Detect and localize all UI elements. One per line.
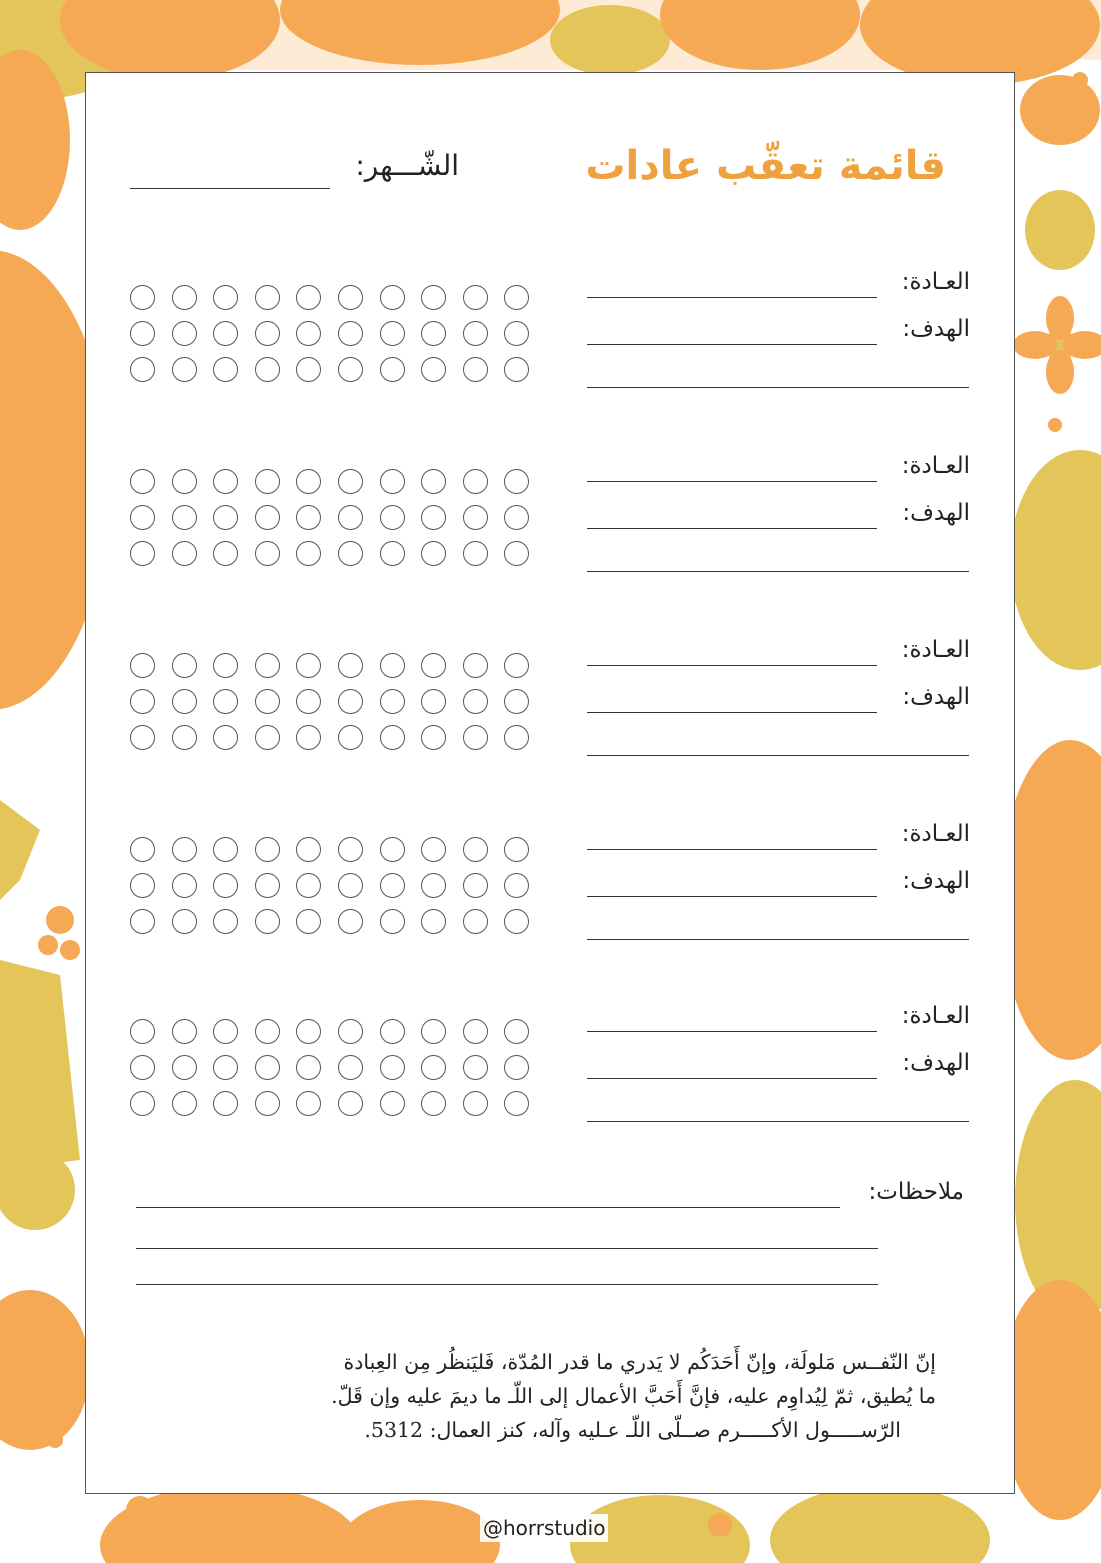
day-circle[interactable] (255, 653, 280, 678)
day-circle[interactable] (255, 1055, 280, 1080)
day-circle[interactable] (172, 469, 197, 494)
day-circle[interactable] (338, 1091, 363, 1116)
day-circle[interactable] (172, 725, 197, 750)
day-circle[interactable] (130, 321, 155, 346)
day-circle[interactable] (421, 469, 446, 494)
habit-label: العـادة: (901, 821, 970, 847)
day-circle[interactable] (338, 469, 363, 494)
tracking-circles (130, 463, 570, 571)
tracker-sheet (85, 72, 1015, 1494)
day-circle[interactable] (255, 689, 280, 714)
day-circle[interactable] (213, 837, 238, 862)
day-circle[interactable] (255, 469, 280, 494)
day-circle[interactable] (463, 285, 488, 310)
day-circle[interactable] (380, 873, 405, 898)
day-circle[interactable] (255, 321, 280, 346)
circle-row (130, 351, 570, 387)
habit-label: العـادة: (901, 637, 970, 663)
day-circle[interactable] (463, 837, 488, 862)
day-circle[interactable] (296, 653, 321, 678)
day-circle[interactable] (463, 321, 488, 346)
goal-label: الهدف: (902, 316, 970, 342)
circle-row (130, 463, 570, 499)
goal-field-line (587, 896, 877, 897)
day-circle[interactable] (380, 837, 405, 862)
day-circle[interactable] (463, 505, 488, 530)
notes-line (136, 1284, 878, 1285)
day-circle[interactable] (380, 285, 405, 310)
day-circle[interactable] (380, 725, 405, 750)
circle-row (130, 279, 570, 315)
day-circle[interactable] (130, 285, 155, 310)
day-circle[interactable] (421, 1091, 446, 1116)
day-circle[interactable] (338, 725, 363, 750)
circle-row (130, 867, 570, 903)
day-circle[interactable] (463, 357, 488, 382)
day-circle[interactable] (421, 541, 446, 566)
day-circle[interactable] (255, 909, 280, 934)
day-circle[interactable] (172, 541, 197, 566)
day-circle[interactable] (130, 1091, 155, 1116)
extra-field-line (587, 939, 969, 940)
day-circle[interactable] (172, 653, 197, 678)
day-circle[interactable] (338, 873, 363, 898)
day-circle[interactable] (421, 285, 446, 310)
day-circle[interactable] (504, 541, 529, 566)
habit-label: العـادة: (901, 453, 970, 479)
quote-line: الرّســـــول الأكـــــرم صــلّى اللّـ عـليه وآله، كنز العمال: 5312. (364, 1418, 901, 1442)
day-circle[interactable] (504, 725, 529, 750)
day-circle[interactable] (172, 1055, 197, 1080)
extra-field-line (587, 571, 969, 572)
habit-field-line (587, 665, 877, 666)
day-circle[interactable] (296, 505, 321, 530)
circle-row (130, 903, 570, 939)
goal-field-line (587, 1078, 877, 1079)
habit-label: العـادة: (901, 1003, 970, 1029)
goal-label: الهدف: (902, 1050, 970, 1076)
day-circle[interactable] (213, 285, 238, 310)
day-circle[interactable] (463, 909, 488, 934)
day-circle[interactable] (380, 689, 405, 714)
day-circle[interactable] (504, 837, 529, 862)
habit-field-line (587, 1031, 877, 1032)
day-circle[interactable] (213, 1019, 238, 1044)
day-circle[interactable] (130, 505, 155, 530)
day-circle[interactable] (255, 285, 280, 310)
day-circle[interactable] (338, 357, 363, 382)
day-circle[interactable] (296, 357, 321, 382)
day-circle[interactable] (296, 1091, 321, 1116)
day-circle[interactable] (338, 1055, 363, 1080)
day-circle[interactable] (463, 725, 488, 750)
day-circle[interactable] (172, 689, 197, 714)
day-circle[interactable] (213, 1091, 238, 1116)
circle-row (130, 1013, 570, 1049)
goal-label: الهدف: (902, 684, 970, 710)
day-circle[interactable] (421, 321, 446, 346)
day-circle[interactable] (421, 725, 446, 750)
habit-block (86, 637, 1016, 787)
notes-label: ملاحظات: (868, 1179, 964, 1205)
day-circle[interactable] (255, 1091, 280, 1116)
day-circle[interactable] (463, 689, 488, 714)
habit-block (86, 453, 1016, 603)
day-circle[interactable] (504, 873, 529, 898)
day-circle[interactable] (338, 653, 363, 678)
day-circle[interactable] (130, 541, 155, 566)
circle-row (130, 831, 570, 867)
day-circle[interactable] (130, 469, 155, 494)
day-circle[interactable] (213, 1055, 238, 1080)
day-circle[interactable] (338, 1019, 363, 1044)
hadith-quote (146, 1345, 936, 1447)
quote-line: ما يُطيق، ثمّ لِيُداوِم عليه، فإنَّ أَحَبَّ الأعمال إلى اللّـ ما ديمَ عليه وإن قَلّ. (331, 1384, 936, 1408)
day-circle[interactable] (421, 1019, 446, 1044)
day-circle[interactable] (255, 541, 280, 566)
studio-credit: @horrstudio (480, 1514, 608, 1542)
day-circle[interactable] (213, 541, 238, 566)
day-circle[interactable] (338, 505, 363, 530)
extra-field-line (587, 1121, 969, 1122)
day-circle[interactable] (421, 689, 446, 714)
day-circle[interactable] (338, 689, 363, 714)
day-circle[interactable] (463, 1091, 488, 1116)
day-circle[interactable] (172, 837, 197, 862)
day-circle[interactable] (338, 541, 363, 566)
day-circle[interactable] (504, 1091, 529, 1116)
day-circle[interactable] (421, 357, 446, 382)
circle-row (130, 1049, 570, 1085)
tracking-circles (130, 647, 570, 755)
day-circle[interactable] (296, 469, 321, 494)
day-circle[interactable] (172, 285, 197, 310)
circle-row (130, 535, 570, 571)
day-circle[interactable] (338, 837, 363, 862)
circle-row (130, 315, 570, 351)
day-circle[interactable] (380, 505, 405, 530)
extra-field-line (587, 755, 969, 756)
day-circle[interactable] (255, 357, 280, 382)
day-circle[interactable] (172, 505, 197, 530)
day-circle[interactable] (296, 837, 321, 862)
day-circle[interactable] (213, 469, 238, 494)
day-circle[interactable] (130, 873, 155, 898)
day-circle[interactable] (380, 909, 405, 934)
extra-field-line (587, 387, 969, 388)
day-circle[interactable] (255, 1019, 280, 1044)
day-circle[interactable] (296, 725, 321, 750)
day-circle[interactable] (172, 909, 197, 934)
day-circle[interactable] (421, 837, 446, 862)
circle-row (130, 683, 570, 719)
day-circle[interactable] (380, 321, 405, 346)
month-label: الشّـــهر: (355, 149, 459, 182)
circle-row (130, 719, 570, 755)
day-circle[interactable] (172, 873, 197, 898)
day-circle[interactable] (380, 1019, 405, 1044)
habit-block (86, 269, 1016, 419)
day-circle[interactable] (504, 321, 529, 346)
goal-label: الهدف: (902, 500, 970, 526)
day-circle[interactable] (504, 689, 529, 714)
day-circle[interactable] (504, 1019, 529, 1044)
day-circle[interactable] (296, 1055, 321, 1080)
day-circle[interactable] (504, 469, 529, 494)
day-circle[interactable] (463, 873, 488, 898)
day-circle[interactable] (380, 357, 405, 382)
goal-label: الهدف: (902, 868, 970, 894)
habit-field-line (587, 297, 877, 298)
day-circle[interactable] (172, 321, 197, 346)
day-circle[interactable] (421, 1055, 446, 1080)
day-circle[interactable] (255, 725, 280, 750)
circle-row (130, 1085, 570, 1121)
day-circle[interactable] (380, 541, 405, 566)
day-circle[interactable] (130, 689, 155, 714)
day-circle[interactable] (463, 541, 488, 566)
day-circle[interactable] (296, 909, 321, 934)
day-circle[interactable] (255, 505, 280, 530)
day-circle[interactable] (504, 285, 529, 310)
day-circle[interactable] (504, 357, 529, 382)
day-circle[interactable] (380, 653, 405, 678)
notes-line (136, 1248, 878, 1249)
day-circle[interactable] (130, 1019, 155, 1044)
day-circle[interactable] (213, 725, 238, 750)
notes-line (136, 1207, 840, 1208)
day-circle[interactable] (213, 357, 238, 382)
day-circle[interactable] (255, 837, 280, 862)
day-circle[interactable] (213, 909, 238, 934)
day-circle[interactable] (213, 321, 238, 346)
day-circle[interactable] (255, 873, 280, 898)
day-circle[interactable] (504, 653, 529, 678)
day-circle[interactable] (130, 1055, 155, 1080)
day-circle[interactable] (338, 321, 363, 346)
tracking-circles (130, 831, 570, 939)
tracking-circles (130, 279, 570, 387)
habit-field-line (587, 849, 877, 850)
habit-field-line (587, 481, 877, 482)
day-circle[interactable] (463, 1019, 488, 1044)
circle-row (130, 499, 570, 535)
day-circle[interactable] (172, 1019, 197, 1044)
day-circle[interactable] (213, 689, 238, 714)
goal-field-line (587, 528, 877, 529)
day-circle[interactable] (172, 357, 197, 382)
habit-block (86, 1003, 1016, 1153)
month-field-line (130, 188, 330, 189)
day-circle[interactable] (463, 653, 488, 678)
habit-block (86, 821, 1016, 971)
day-circle[interactable] (380, 1055, 405, 1080)
tracking-circles (130, 1013, 570, 1121)
day-circle[interactable] (296, 321, 321, 346)
day-circle[interactable] (504, 505, 529, 530)
day-circle[interactable] (130, 909, 155, 934)
day-circle[interactable] (130, 725, 155, 750)
day-circle[interactable] (380, 469, 405, 494)
day-circle[interactable] (130, 837, 155, 862)
day-circle[interactable] (421, 873, 446, 898)
habit-label: العـادة: (901, 269, 970, 295)
day-circle[interactable] (380, 1091, 405, 1116)
day-circle[interactable] (421, 653, 446, 678)
day-circle[interactable] (421, 909, 446, 934)
day-circle[interactable] (130, 653, 155, 678)
day-circle[interactable] (504, 909, 529, 934)
day-circle[interactable] (421, 505, 446, 530)
day-circle[interactable] (296, 541, 321, 566)
day-circle[interactable] (213, 653, 238, 678)
day-circle[interactable] (504, 1055, 529, 1080)
day-circle[interactable] (296, 285, 321, 310)
day-circle[interactable] (463, 469, 488, 494)
goal-field-line (587, 344, 877, 345)
goal-field-line (587, 712, 877, 713)
day-circle[interactable] (130, 357, 155, 382)
circle-row (130, 647, 570, 683)
page-title: قائمة تعقّب عادات (585, 143, 946, 189)
day-circle[interactable] (296, 873, 321, 898)
day-circle[interactable] (213, 505, 238, 530)
day-circle[interactable] (172, 1091, 197, 1116)
day-circle[interactable] (296, 1019, 321, 1044)
day-circle[interactable] (213, 873, 238, 898)
quote-line: إنّ النّفــس مَلولَة، وإنّ أَحَدَكُم لا يَدري ما قدر المُدّة، فَليَنظُر مِن العِبادة (343, 1350, 936, 1374)
day-circle[interactable] (338, 285, 363, 310)
day-circle[interactable] (296, 689, 321, 714)
day-circle[interactable] (463, 1055, 488, 1080)
day-circle[interactable] (338, 909, 363, 934)
